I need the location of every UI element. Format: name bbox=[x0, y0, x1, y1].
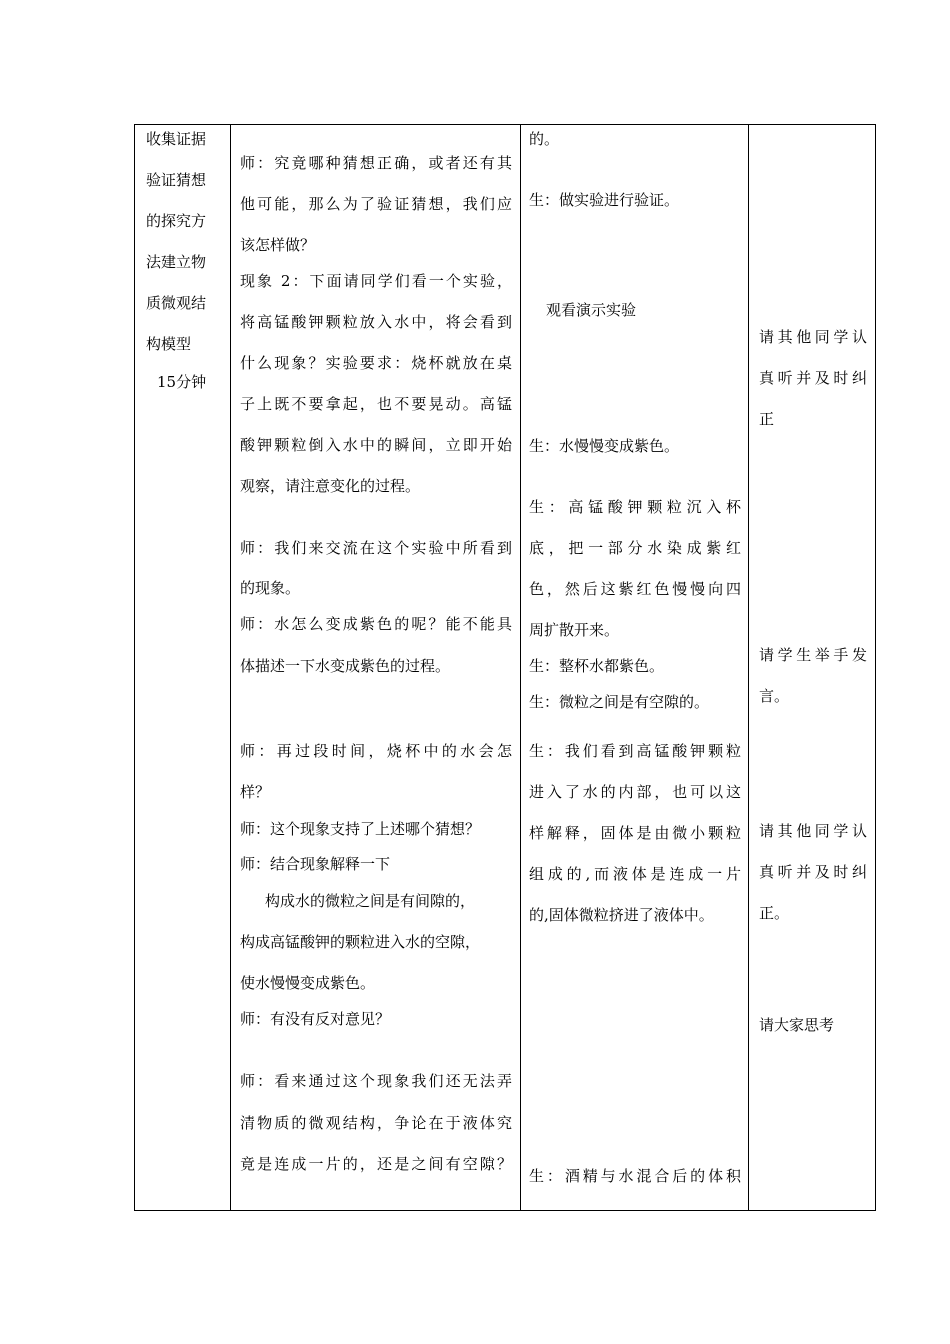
student-line: 周扩散开来。 bbox=[529, 621, 620, 639]
teacher-line: 子上既不要拿起，也不要晃动。高锰 bbox=[240, 395, 512, 413]
teacher-line: 体描述一下水变成紫色的过程。 bbox=[240, 657, 451, 675]
student-line: 生：整杯水都紫色。 bbox=[529, 657, 665, 675]
intent-line: 言。 bbox=[759, 687, 790, 705]
student-line: 生：酒精与水混合后的体积 bbox=[529, 1167, 741, 1185]
teacher-line: 的现象。 bbox=[240, 579, 301, 597]
teacher-line: 师：结合现象解释一下 bbox=[240, 855, 391, 873]
student-line: 底，把一部分水染成紫红 bbox=[529, 539, 741, 557]
column-divider bbox=[748, 125, 749, 1210]
teacher-line: 竟是连成一片的，还是之间有空隙？ bbox=[240, 1155, 512, 1173]
student-line: 生：做实验进行验证。 bbox=[529, 191, 680, 209]
student-line: 组成的,而液体是连成一片 bbox=[529, 865, 741, 883]
intent-line: 正 bbox=[759, 410, 775, 428]
student-line: 进入了水的内部，也可以这 bbox=[529, 783, 741, 801]
student-line: 的。 bbox=[529, 130, 560, 148]
student-line: 观看演示实验 bbox=[546, 301, 637, 319]
teacher-line: 师：再过段时间，烧杯中的水会怎 bbox=[240, 742, 512, 760]
lesson-table bbox=[134, 124, 876, 1211]
teacher-line: 师：看来通过这个现象我们还无法弄 bbox=[240, 1072, 512, 1090]
teacher-line: 清物质的微观结构，争论在于液体究 bbox=[240, 1114, 512, 1132]
teacher-line: 酸钾颗粒倒入水中的瞬间，立即开始 bbox=[240, 436, 512, 454]
student-line: 生：我们看到高锰酸钾颗粒 bbox=[529, 742, 741, 760]
stage-line: 质微观结 bbox=[146, 294, 207, 312]
intent-line: 正。 bbox=[759, 904, 790, 922]
teacher-line: 观察，请注意变化的过程。 bbox=[240, 477, 421, 495]
student-line: 生：微粒之间是有空隙的。 bbox=[529, 693, 710, 711]
teacher-line: 将高锰酸钾颗粒放入水中，将会看到 bbox=[240, 313, 512, 331]
teacher-line: 构成高锰酸钾的颗粒进入水的空隙， bbox=[240, 933, 481, 951]
teacher-line: 他可能，那么为了验证猜想，我们应 bbox=[240, 195, 512, 213]
teacher-line: 样？ bbox=[240, 783, 271, 801]
column-divider bbox=[230, 125, 231, 1210]
stage-line: 收集证据 bbox=[146, 130, 207, 148]
column-divider bbox=[520, 125, 521, 1210]
teacher-line: 师：我们来交流在这个实验中所看到 bbox=[240, 539, 512, 557]
stage-line: 构模型 bbox=[146, 335, 192, 353]
stage-line: 的探究方 bbox=[146, 212, 207, 230]
teacher-line: 什么现象？实验要求：烧杯就放在桌 bbox=[240, 354, 512, 372]
teacher-line: 该怎样做？ bbox=[240, 236, 316, 254]
teacher-line: 现象 2：下面请同学们看一个实验， bbox=[240, 272, 512, 290]
intent-line: 请其他同学认 bbox=[759, 822, 867, 840]
intent-line: 请大家思考 bbox=[759, 1016, 835, 1034]
intent-line: 真听并及时纠 bbox=[759, 863, 867, 881]
intent-line: 请其他同学认 bbox=[759, 328, 867, 346]
teacher-line: 师：究竟哪种猜想正确，或者还有其 bbox=[240, 154, 512, 172]
student-line: 生：高锰酸钾颗粒沉入杯 bbox=[529, 498, 741, 516]
teacher-line: 师：水怎么变成紫色的呢？能不能具 bbox=[240, 615, 512, 633]
student-line: 的,固体微粒挤进了液体中。 bbox=[529, 906, 714, 924]
student-line: 样解释，固体是由微小颗粒 bbox=[529, 824, 741, 842]
intent-line: 请学生举手发 bbox=[759, 646, 867, 664]
stage-line: 法建立物 bbox=[146, 253, 207, 271]
teacher-line: 使水慢慢变成紫色。 bbox=[240, 974, 376, 992]
student-line: 生：水慢慢变成紫色。 bbox=[529, 437, 680, 455]
teacher-line: 师：有没有反对意见？ bbox=[240, 1010, 391, 1028]
teacher-line: 构成水的微粒之间是有间隙的， bbox=[265, 892, 476, 910]
stage-line: 验证猜想 bbox=[146, 171, 207, 189]
intent-line: 真听并及时纠 bbox=[759, 369, 867, 387]
student-line: 色，然后这紫红色慢慢向四 bbox=[529, 580, 741, 598]
teacher-line: 师：这个现象支持了上述哪个猜想？ bbox=[240, 820, 481, 838]
stage-duration: 15分钟 bbox=[157, 373, 207, 391]
